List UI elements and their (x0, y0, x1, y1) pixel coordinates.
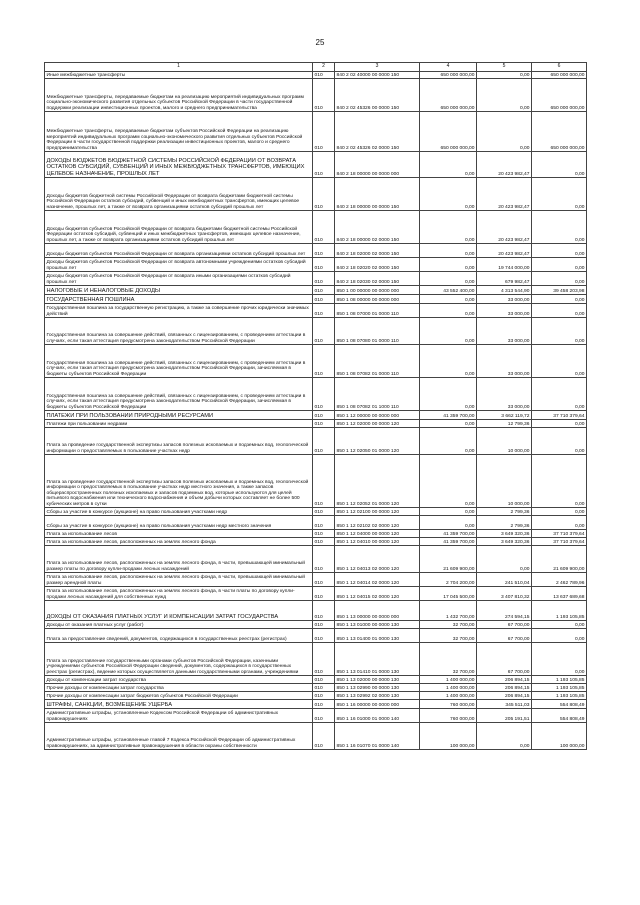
row-budget-classification-code: 840 2 02 45326 00 0000 150 (335, 79, 420, 112)
row-approved-amount: 1 400 000,00 (420, 676, 477, 684)
row-approved-amount: 0,00 (420, 420, 477, 428)
row-executed-amount: 20 423 982,47 (477, 244, 532, 258)
column-header: 6 (532, 63, 587, 72)
table-row (45, 643, 587, 676)
table-row (45, 723, 587, 750)
column-header: 2 (313, 63, 335, 72)
table-row (45, 676, 587, 684)
row-description: ДОХОДЫ ОТ ОКАЗАНИЯ ПЛАТНЫХ УСЛУГ И КОМПЕНСАЦИИ ЗАТРАТ ГОСУДАРСТВА (45, 601, 313, 621)
row-approved-amount: 0,00 (420, 345, 477, 378)
row-unexecuted-amount: 39 458 203,98 (532, 286, 587, 295)
row-approved-amount: 650 000 000,00 (420, 79, 477, 112)
row-approved-amount: 0,00 (420, 152, 477, 178)
row-unexecuted-amount: 0,00 (532, 508, 587, 516)
row-budget-classification-code: 850 1 13 02990 00 0000 130 (335, 684, 420, 692)
row-executed-amount: 33 000,00 (477, 295, 532, 304)
row-budget-classification-code: 850 1 13 01400 01 0000 130 (335, 629, 420, 643)
row-executed-amount: 4 313 544,90 (477, 286, 532, 295)
row-unexecuted-amount: 37 710 379,64 (532, 411, 587, 420)
row-budget-classification-code: 840 2 02 45326 02 0000 150 (335, 112, 420, 152)
row-description: Плата за проведение государственной экспертизы запасов полезных ископаемых и подземных вод, геологической информации о предоставляемых в пользование участках недр (45, 428, 313, 455)
row-description: Плата за использование лесов (45, 530, 313, 538)
table-row (45, 428, 587, 455)
row-executed-amount: 10 000,00 (477, 428, 532, 455)
row-line-code: 010 (313, 573, 335, 587)
table-row (45, 211, 587, 244)
row-approved-amount: 43 552 400,00 (420, 286, 477, 295)
row-approved-amount: 0,00 (420, 211, 477, 244)
row-approved-amount: 0,00 (420, 272, 477, 286)
row-executed-amount: 20 423 982,47 (477, 152, 532, 178)
row-description: Плата за использование лесов, расположенных на землях лесного фонда (45, 538, 313, 546)
row-description: Государственная пошлина за совершение действий, связанных с лицензированием, с проведением аттестации в случаях, если такая аттестация предусмотрена законодательством Российской Федерации, зачисляемая в бюджеты субъектов Российской Федерации (45, 378, 313, 411)
row-line-code: 010 (313, 530, 335, 538)
row-unexecuted-amount: 0,00 (532, 152, 587, 178)
row-approved-amount: 0,00 (420, 508, 477, 516)
row-approved-amount: 650 000 000,00 (420, 72, 477, 79)
row-line-code: 010 (313, 295, 335, 304)
row-description: Административные штрафы, установленные Кодексом Российской Федерации об административных правонарушениях (45, 709, 313, 723)
row-approved-amount: 650 000 000,00 (420, 112, 477, 152)
row-executed-amount: 205 191,51 (477, 709, 532, 723)
row-description: Доходы бюджетов субъектов Российской Федерации от возврата автономными учреждениями остатков субсидий прошлых лет (45, 258, 313, 272)
table-row (45, 573, 587, 587)
row-executed-amount: 206 894,15 (477, 676, 532, 684)
table-row (45, 411, 587, 420)
row-description: ДОХОДЫ БЮДЖЕТОВ БЮДЖЕТНОЙ СИСТЕМЫ РОССИЙСКОЙ ФЕДЕРАЦИИ ОТ ВОЗВРАТА ОСТАТКОВ СУБСИДИЙ, СУБВЕНЦИЙ И ИНЫХ МЕЖБЮДЖЕТНЫХ ТРАНСФЕРТОВ, ИМЕЮЩИХ ЦЕЛЕВОЕ НАЗНАЧЕНИЕ, ПРОШЛЫХ ЛЕТ (45, 152, 313, 178)
row-description: Доходы бюджетов бюджетной системы Российской Федерации от возврата бюджетами бюджетной системы Российской Федерации остатков субсидий, субвенций и иных межбюджетных трансфертов, имеющих целевое назначение, прошлых лет, а также от возврата организациями остатков субсидий прошлых лет (45, 178, 313, 211)
row-budget-classification-code: 850 1 00 00000 00 0000 000 (335, 286, 420, 295)
row-approved-amount: 0,00 (420, 258, 477, 272)
row-executed-amount: 19 744 000,00 (477, 258, 532, 272)
table-row (45, 629, 587, 643)
row-budget-classification-code: 850 1 12 02000 00 0000 120 (335, 420, 420, 428)
row-approved-amount: 41 359 700,00 (420, 530, 477, 538)
row-executed-amount: 33 000,00 (477, 378, 532, 411)
row-approved-amount: 760 000,00 (420, 700, 477, 709)
row-executed-amount: 10 000,00 (477, 455, 532, 508)
row-budget-classification-code: 850 1 12 04014 02 0000 120 (335, 573, 420, 587)
table-row (45, 587, 587, 601)
row-approved-amount: 0,00 (420, 378, 477, 411)
row-executed-amount: 0,00 (477, 112, 532, 152)
row-unexecuted-amount: 1 193 105,85 (532, 692, 587, 700)
row-unexecuted-amount: 1 193 105,85 (532, 676, 587, 684)
row-unexecuted-amount: 554 808,49 (532, 700, 587, 709)
row-unexecuted-amount: 0,00 (532, 428, 587, 455)
revenue-table (44, 62, 587, 750)
row-line-code: 010 (313, 676, 335, 684)
row-line-code: 010 (313, 286, 335, 295)
row-line-code: 010 (313, 420, 335, 428)
column-header: 1 (45, 63, 313, 72)
table-row (45, 178, 587, 211)
row-approved-amount: 21 609 900,00 (420, 546, 477, 573)
row-executed-amount: 20 423 982,47 (477, 178, 532, 211)
row-unexecuted-amount: 37 710 379,64 (532, 538, 587, 546)
row-line-code: 010 (313, 318, 335, 345)
row-description: Плата за использование лесов, расположенных на землях лесного фонда, в части, превышающей минимальный размер арендной платы (45, 573, 313, 587)
row-unexecuted-amount: 1 193 105,85 (532, 601, 587, 621)
row-approved-amount: 0,00 (420, 318, 477, 345)
table-row (45, 258, 587, 272)
row-line-code: 010 (313, 428, 335, 455)
row-line-code: 010 (313, 304, 335, 318)
row-unexecuted-amount: 0,00 (532, 621, 587, 629)
row-description: Платежи при пользовании недрами (45, 420, 313, 428)
row-line-code: 010 (313, 700, 335, 709)
row-description: Плата за предоставление государственными органами субъектов Российской Федерации, казенными учреждениями субъектов Российской Федерации сведений, документов, содержащихся в государственных реестрах (регистрах), ведение которых осуществляется данными государственными органами, учреждениями (45, 643, 313, 676)
row-budget-classification-code: 850 1 13 02000 00 0000 130 (335, 676, 420, 684)
table-row (45, 621, 587, 629)
row-line-code: 010 (313, 621, 335, 629)
column-header: 4 (420, 63, 477, 72)
table-row (45, 508, 587, 516)
row-line-code: 010 (313, 112, 335, 152)
table-row (45, 530, 587, 538)
row-budget-classification-code: 840 2 18 00000 00 0000 000 (335, 152, 420, 178)
row-unexecuted-amount: 37 710 379,64 (532, 530, 587, 538)
row-description: Административные штрафы, установленные главой 7 Кодекса Российской Федерации об административных правонарушениях, за административные правонарушения в области охраны собственности (45, 723, 313, 750)
row-description: НАЛОГОВЫЕ И НЕНАЛОГОВЫЕ ДОХОДЫ (45, 286, 313, 295)
row-unexecuted-amount: 0,00 (532, 295, 587, 304)
row-approved-amount: 0,00 (420, 455, 477, 508)
row-approved-amount: 0,00 (420, 304, 477, 318)
row-budget-classification-code: 850 1 08 07000 01 0000 110 (335, 304, 420, 318)
row-budget-classification-code: 850 1 16 01000 01 0000 140 (335, 709, 420, 723)
row-unexecuted-amount: 0,00 (532, 516, 587, 530)
row-unexecuted-amount: 0,00 (532, 420, 587, 428)
row-line-code: 010 (313, 601, 335, 621)
row-line-code: 010 (313, 587, 335, 601)
row-budget-classification-code: 840 2 02 40000 00 0000 150 (335, 72, 420, 79)
row-budget-classification-code: 850 1 16 00000 00 0000 000 (335, 700, 420, 709)
row-line-code: 010 (313, 244, 335, 258)
row-line-code: 010 (313, 378, 335, 411)
row-executed-amount: 67 700,00 (477, 643, 532, 676)
row-approved-amount: 1 432 700,00 (420, 601, 477, 621)
row-description: ГОСУДАРСТВЕННАЯ ПОШЛИНА (45, 295, 313, 304)
row-approved-amount: 41 359 700,00 (420, 411, 477, 420)
row-budget-classification-code: 840 2 18 02020 02 0000 150 (335, 258, 420, 272)
row-budget-classification-code: 850 1 08 07082 01 0000 110 (335, 345, 420, 378)
row-unexecuted-amount: 21 609 900,00 (532, 546, 587, 573)
row-budget-classification-code: 850 1 12 04000 00 0000 120 (335, 530, 420, 538)
row-budget-classification-code: 850 1 08 07080 01 0000 110 (335, 318, 420, 345)
row-unexecuted-amount: 650 000 000,00 (532, 79, 587, 112)
row-budget-classification-code: 840 2 18 02030 02 0000 150 (335, 272, 420, 286)
table-row (45, 286, 587, 295)
row-executed-amount: 0,00 (477, 546, 532, 573)
row-description: Межбюджетные трансферты, передаваемые бюджетам на реализацию мероприятий индивидуальных программ социально-экономического развития отдельных субъектов Российской Федерации в части государственной поддержки реализации инвестиционных проектов, малого и среднего предпринимательства (45, 79, 313, 112)
row-executed-amount: 3 649 320,36 (477, 530, 532, 538)
row-line-code: 010 (313, 455, 335, 508)
row-approved-amount: 1 400 000,00 (420, 692, 477, 700)
table-row (45, 72, 587, 79)
row-executed-amount: 241 510,04 (477, 573, 532, 587)
table-row (45, 244, 587, 258)
row-approved-amount: 100 000,00 (420, 723, 477, 750)
row-line-code: 010 (313, 643, 335, 676)
row-line-code: 010 (313, 345, 335, 378)
row-description: Иные межбюджетные трансферты (45, 72, 313, 79)
row-description: Прочие доходы от компенсации затрат государства (45, 684, 313, 692)
row-description: Государственная пошлина за совершение действий, связанных с лицензированием, с проведением аттестации в случаях, если такая аттестация предусмотрена законодательством Российской Федерации, зачисляемая в бюджеты субъектов Российской Федерации (45, 345, 313, 378)
row-executed-amount: 0,00 (477, 723, 532, 750)
row-unexecuted-amount: 650 000 000,00 (532, 72, 587, 79)
row-budget-classification-code: 850 1 13 00000 00 0000 000 (335, 601, 420, 621)
row-description: Доходы бюджетов субъектов Российской Федерации от возврата организациями остатков субсидий прошлых лет (45, 244, 313, 258)
table-row (45, 378, 587, 411)
row-unexecuted-amount: 0,00 (532, 455, 587, 508)
row-description: Плата за использование лесов, расположенных на землях лесного фонда, в части, превышающей минимальный размер платы по договору купли-продажи лесных насаждений (45, 546, 313, 573)
row-unexecuted-amount: 0,00 (532, 272, 587, 286)
table-row (45, 304, 587, 318)
row-unexecuted-amount: 650 000 000,00 (532, 112, 587, 152)
row-budget-classification-code: 840 2 18 00000 02 0000 150 (335, 211, 420, 244)
row-line-code: 010 (313, 178, 335, 211)
row-budget-classification-code: 840 2 18 00000 00 0000 150 (335, 178, 420, 211)
row-unexecuted-amount: 0,00 (532, 629, 587, 643)
row-budget-classification-code: 850 1 13 02992 02 0000 130 (335, 692, 420, 700)
row-executed-amount: 67 700,00 (477, 629, 532, 643)
table-row (45, 700, 587, 709)
row-description: Доходы бюджетов субъектов Российской Федерации от возврата иными организациями остатков субсидий прошлых лет (45, 272, 313, 286)
table-row (45, 516, 587, 530)
row-description: Государственная пошлина за совершение действий, связанных с лицензированием, с проведением аттестации в случаях, если такая аттестация предусмотрена законодательством Российской Федерации (45, 318, 313, 345)
row-unexecuted-amount: 100 000,00 (532, 723, 587, 750)
row-line-code: 010 (313, 546, 335, 573)
row-unexecuted-amount: 0,00 (532, 211, 587, 244)
row-executed-amount: 20 423 982,47 (477, 211, 532, 244)
row-budget-classification-code: 840 2 18 02000 02 0000 150 (335, 244, 420, 258)
row-unexecuted-amount: 2 462 789,96 (532, 573, 587, 587)
row-executed-amount: 33 000,00 (477, 304, 532, 318)
column-header: 5 (477, 63, 532, 72)
row-budget-classification-code: 850 1 12 02052 01 0000 120 (335, 455, 420, 508)
row-line-code: 010 (313, 629, 335, 643)
table-row (45, 420, 587, 428)
row-executed-amount: 3 649 320,36 (477, 538, 532, 546)
row-executed-amount: 679 982,47 (477, 272, 532, 286)
row-description: Доходы от компенсации затрат государства (45, 676, 313, 684)
table-row (45, 709, 587, 723)
row-unexecuted-amount: 0,00 (532, 643, 587, 676)
table-row (45, 295, 587, 304)
table-row (45, 152, 587, 178)
row-approved-amount: 0,00 (420, 428, 477, 455)
row-approved-amount: 17 045 500,00 (420, 587, 477, 601)
row-approved-amount: 0,00 (420, 516, 477, 530)
row-budget-classification-code: 850 1 12 04013 02 0000 120 (335, 546, 420, 573)
row-executed-amount: 0,00 (477, 72, 532, 79)
table-row (45, 272, 587, 286)
row-line-code: 010 (313, 72, 335, 79)
row-executed-amount: 12 799,36 (477, 420, 532, 428)
table-row (45, 692, 587, 700)
row-line-code: 010 (313, 152, 335, 178)
row-unexecuted-amount: 0,00 (532, 345, 587, 378)
row-line-code: 010 (313, 411, 335, 420)
row-unexecuted-amount: 0,00 (532, 258, 587, 272)
row-line-code: 010 (313, 692, 335, 700)
row-budget-classification-code: 850 1 12 02102 02 0000 120 (335, 516, 420, 530)
row-executed-amount: 0,00 (477, 79, 532, 112)
row-line-code: 010 (313, 684, 335, 692)
row-line-code: 010 (313, 258, 335, 272)
row-unexecuted-amount: 13 637 689,68 (532, 587, 587, 601)
row-budget-classification-code: 850 1 16 01070 01 0000 140 (335, 723, 420, 750)
row-unexecuted-amount: 0,00 (532, 304, 587, 318)
row-budget-classification-code: 850 1 12 02050 01 0000 120 (335, 428, 420, 455)
row-executed-amount: 2 799,36 (477, 516, 532, 530)
row-unexecuted-amount: 0,00 (532, 318, 587, 345)
row-approved-amount: 0,00 (420, 178, 477, 211)
row-budget-classification-code: 850 1 08 07082 01 1000 110 (335, 378, 420, 411)
row-description: Плата за проведение государственной экспертизы запасов полезных ископаемых и подземных вод, геологической информации о предоставляемых в пользование участках недр местного значения, а также запасов общераспространенных полезных ископаемых и запасов подземных вод, которые используются для целей питьевого водоснабжения или технического водоснабжения и объем добычи которых составляет не более 500 кубических метров в сутки (45, 455, 313, 508)
row-line-code: 010 (313, 508, 335, 516)
row-budget-classification-code: 850 1 13 01410 01 0000 130 (335, 643, 420, 676)
row-line-code: 010 (313, 538, 335, 546)
row-budget-classification-code: 850 1 12 04010 00 0000 120 (335, 538, 420, 546)
row-description: Межбюджетные трансферты, передаваемые бюджетам субъектов Российской Федерации на реализацию мероприятий индивидуальных программ социально-экономического развития отдельных субъектов Российской Федерации в части государственной поддержки реализации инвестиционных проектов, малого и среднего предпринимательства (45, 112, 313, 152)
row-approved-amount: 0,00 (420, 244, 477, 258)
row-description: Государственная пошлина за государственную регистрацию, а также за совершение прочих юридически значимых действий (45, 304, 313, 318)
row-description: Сборы за участие в конкурсе (аукционе) на право пользования участками недр местного значения (45, 516, 313, 530)
row-executed-amount: 33 000,00 (477, 345, 532, 378)
column-number-row (45, 63, 587, 72)
row-description: ПЛАТЕЖИ ПРИ ПОЛЬЗОВАНИИ ПРИРОДНЫМИ РЕСУРСАМИ (45, 411, 313, 420)
row-line-code: 010 (313, 211, 335, 244)
page-number: 25 (315, 38, 325, 47)
table-row (45, 318, 587, 345)
row-executed-amount: 345 511,03 (477, 700, 532, 709)
row-line-code: 010 (313, 709, 335, 723)
table-row (45, 684, 587, 692)
row-budget-classification-code: 850 1 08 00000 00 0000 000 (335, 295, 420, 304)
row-description: Плата за предоставление сведений, документов, содержащихся в государственных реестрах (регистрах) (45, 629, 313, 643)
row-description: Доходы бюджетов субъектов Российской Федерации от возврата бюджетами бюджетной системы Российской Федерации остатков субсидий, субвенций и иных межбюджетных трансфертов, имеющих целевое назначение, прошлых лет, а также от возврата организациями остатков субсидий прошлых лет (45, 211, 313, 244)
row-executed-amount: 274 594,15 (477, 601, 532, 621)
row-description: Прочие доходы от компенсации затрат бюджетов субъектов Российской Федерации (45, 692, 313, 700)
row-executed-amount: 33 000,00 (477, 318, 532, 345)
table-row (45, 546, 587, 573)
row-budget-classification-code: 850 1 13 01000 00 0000 130 (335, 621, 420, 629)
row-approved-amount: 2 704 200,00 (420, 573, 477, 587)
row-executed-amount: 3 662 119,72 (477, 411, 532, 420)
row-budget-classification-code: 850 1 12 02100 00 0000 120 (335, 508, 420, 516)
table-row (45, 112, 587, 152)
row-executed-amount: 206 894,15 (477, 692, 532, 700)
row-line-code: 010 (313, 272, 335, 286)
row-executed-amount: 2 799,36 (477, 508, 532, 516)
table-row (45, 79, 587, 112)
row-executed-amount: 67 700,00 (477, 621, 532, 629)
table-row (45, 538, 587, 546)
row-approved-amount: 1 400 000,00 (420, 684, 477, 692)
row-unexecuted-amount: 0,00 (532, 378, 587, 411)
row-description: ШТРАФЫ, САНКЦИИ, ВОЗМЕЩЕНИЕ УЩЕРБА (45, 700, 313, 709)
row-budget-classification-code: 850 1 12 00000 00 0000 000 (335, 411, 420, 420)
row-description: Сборы за участие в конкурсе (аукционе) на право пользования участками недр (45, 508, 313, 516)
row-approved-amount: 41 359 700,00 (420, 538, 477, 546)
row-unexecuted-amount: 554 808,49 (532, 709, 587, 723)
row-unexecuted-amount: 0,00 (532, 178, 587, 211)
row-line-code: 010 (313, 723, 335, 750)
row-unexecuted-amount: 1 193 105,85 (532, 684, 587, 692)
column-header: 3 (335, 63, 420, 72)
row-unexecuted-amount: 0,00 (532, 244, 587, 258)
row-approved-amount: 32 700,00 (420, 621, 477, 629)
row-line-code: 010 (313, 79, 335, 112)
table-row (45, 455, 587, 508)
row-approved-amount: 32 700,00 (420, 643, 477, 676)
row-budget-classification-code: 850 1 12 04015 02 0000 120 (335, 587, 420, 601)
row-executed-amount: 3 407 810,32 (477, 587, 532, 601)
row-approved-amount: 760 000,00 (420, 709, 477, 723)
table-row (45, 601, 587, 621)
row-description: Доходы от оказания платных услуг (работ) (45, 621, 313, 629)
row-approved-amount: 32 700,00 (420, 629, 477, 643)
row-description: Плата за использование лесов, расположенных на землях лесного фонда, в части платы по договору купли-продажи лесных насаждений для собственных нужд (45, 587, 313, 601)
table-row (45, 345, 587, 378)
row-approved-amount: 0,00 (420, 295, 477, 304)
row-line-code: 010 (313, 516, 335, 530)
row-executed-amount: 206 894,15 (477, 684, 532, 692)
